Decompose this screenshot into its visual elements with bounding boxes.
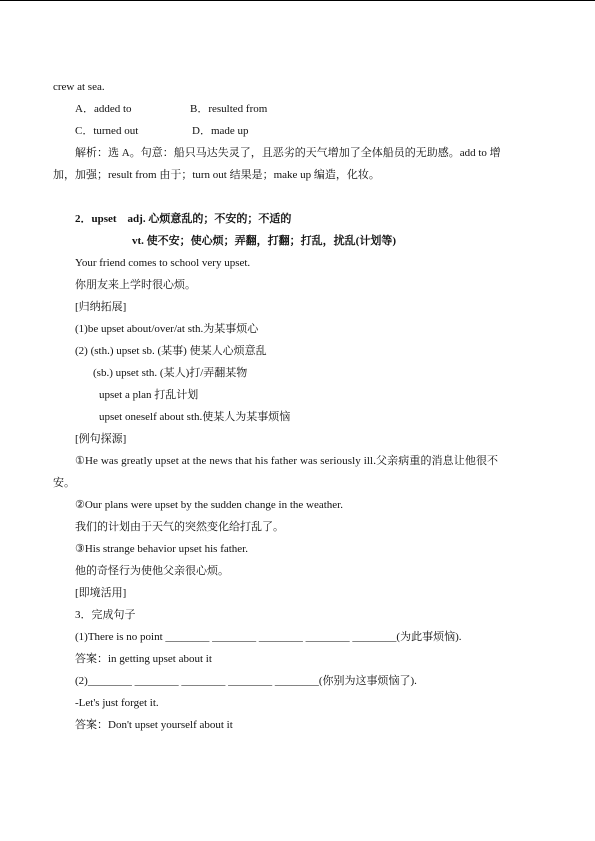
exercise-text: -Let's just forget it. bbox=[75, 697, 159, 709]
option-d: D．made up bbox=[192, 125, 249, 137]
usage-item: (2) (sth.) upset sb. (某事) 使某人心烦意乱 bbox=[75, 345, 267, 357]
section-label: [归纳拓展] bbox=[75, 301, 127, 313]
entry-definition: vt. 使不安；使心烦；弄翻，打翻；打乱，扰乱(计划等) bbox=[132, 235, 396, 247]
usage-item: (sb.) upset sth. (某人)打/弄翻某物 bbox=[93, 367, 248, 379]
example-sentence: Your friend comes to school very upset. bbox=[75, 257, 251, 269]
example-translation: 他的奇怪行为使他父亲很心烦。 bbox=[75, 565, 229, 577]
example-sentence: ①He was greatly upset at the news that his father was seriously ill.父亲病重的消息让他很不 bbox=[75, 455, 499, 467]
explanation-line: 加，加强；result from 由于；turn out 结果是；make up 编造，化妆。 bbox=[53, 169, 380, 181]
example-translation: 我们的计划由于天气的突然变化给打乱了。 bbox=[75, 521, 284, 533]
top-rule bbox=[0, 0, 595, 1]
usage-item: upset oneself about sth.使某人为某事烦恼 bbox=[99, 411, 291, 423]
section-label: [例句探源] bbox=[75, 433, 127, 445]
exercise-answer: 答案：in getting upset about it bbox=[75, 653, 212, 665]
option-a: A．added to bbox=[75, 103, 132, 115]
section-label: [即境活用] bbox=[75, 587, 127, 599]
usage-item: (1)be upset about/over/at sth.为某事烦心 bbox=[75, 323, 259, 335]
entry-heading: 2．upset adj. 心烦意乱的；不安的；不适的 bbox=[75, 213, 292, 225]
example-sentence: ②Our plans were upset by the sudden change in the weather. bbox=[75, 499, 343, 511]
exercise-title: 3．完成句子 bbox=[75, 609, 136, 621]
example-translation: 你朋友来上学时很心烦。 bbox=[75, 279, 196, 291]
option-b: B．resulted from bbox=[190, 103, 268, 115]
option-c: C．turned out bbox=[75, 125, 139, 137]
example-sentence: 安。 bbox=[53, 477, 75, 489]
usage-item: upset a plan 打乱计划 bbox=[99, 389, 199, 401]
exercise-question: (1)There is no point ________ ________ ________ ________ ________(为此事烦恼). bbox=[75, 631, 462, 643]
exercise-question: (2)________ ________ ________ ________ ________(你别为这事烦恼了). bbox=[75, 675, 417, 687]
explanation-line: 解析：选 A。句意：船只马达失灵了，且恶劣的天气增加了全体船员的无助感。add to 增 bbox=[75, 147, 501, 159]
text-line: crew at sea. bbox=[53, 81, 105, 93]
exercise-answer: 答案：Don't upset yourself about it bbox=[75, 719, 233, 731]
example-sentence: ③His strange behavior upset his father. bbox=[75, 543, 248, 555]
